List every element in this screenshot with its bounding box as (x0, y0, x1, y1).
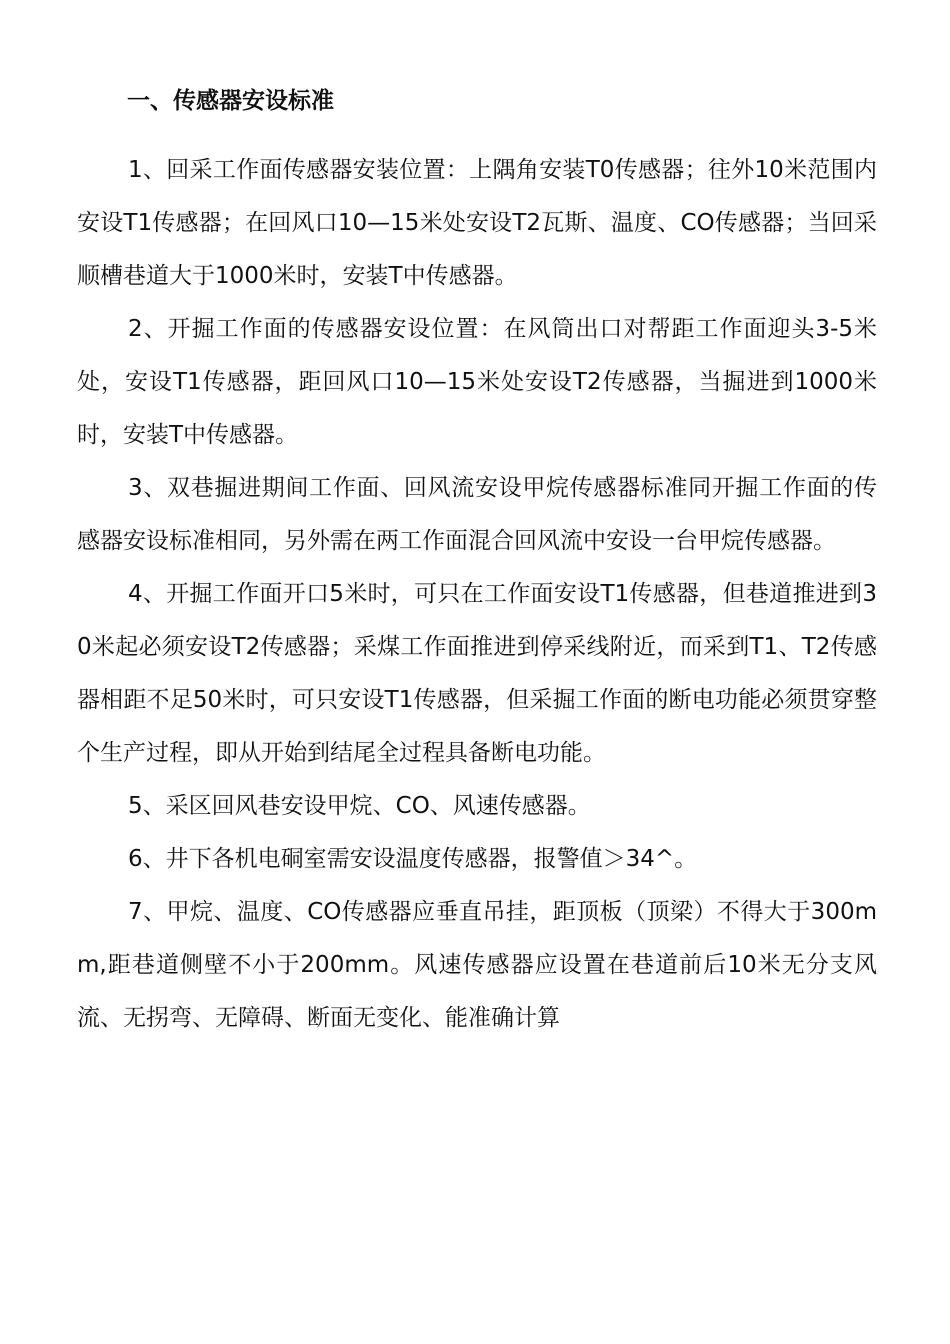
paragraph-2: 2、开掘工作面的传感器安设位置：在风筒出口对帮距工作面迎头3-5米处，安设T1传感器，距回风口10—15米处安设T2传感器，当掘进到1000米时，安装T中传感器。 (77, 316, 877, 448)
paragraph-5: 5、采区回风巷安设甲烷、CO、风速传感器。 (128, 793, 591, 819)
paragraph-6: 6、井下各机电硐室需安设温度传感器，报警值＞34^。 (128, 846, 698, 872)
paragraph-3: 3、双巷掘进期间工作面、回风流安设甲烷传感器标准同开掘工作面的传感器安设标准相同，另外需在两工作面混合回风流中安设一台甲烷传感器。 (77, 475, 877, 554)
paragraph-4: 4、开掘工作面开口5米时，可只在工作面安设T1传感器，但巷道推进到30米起必须安设T2传感器；采煤工作面推进到停采线附近，而采到T1、T2传感器相距不足50米时，可只安设T1传感器，但采掘工作面的断电功能必须贯穿整个生产过程，即从开始到结尾全过程具备断电功能。 (77, 581, 877, 766)
paragraph-7: 7、甲烷、温度、CO传感器应垂直吊挂，距顶板（顶梁）不得大于300mm,距巷道侧壁不小于200mm。风速传感器应设置在巷道前后10米无分支风流、无拐弯、无障碍、断面无变化、能准确计算 (77, 899, 877, 1031)
paragraph-1: 1、回采工作面传感器安装位置：上隅角安装T0传感器；往外10米范围内安设T1传感器；在回风口10—15米处安设T2瓦斯、温度、CO传感器；当回采顺槽巷道大于1000米时，安装T中传感器。 (77, 157, 877, 289)
section-heading: 一、传感器安设标准 (127, 88, 334, 114)
document-body (77, 78, 877, 1045)
